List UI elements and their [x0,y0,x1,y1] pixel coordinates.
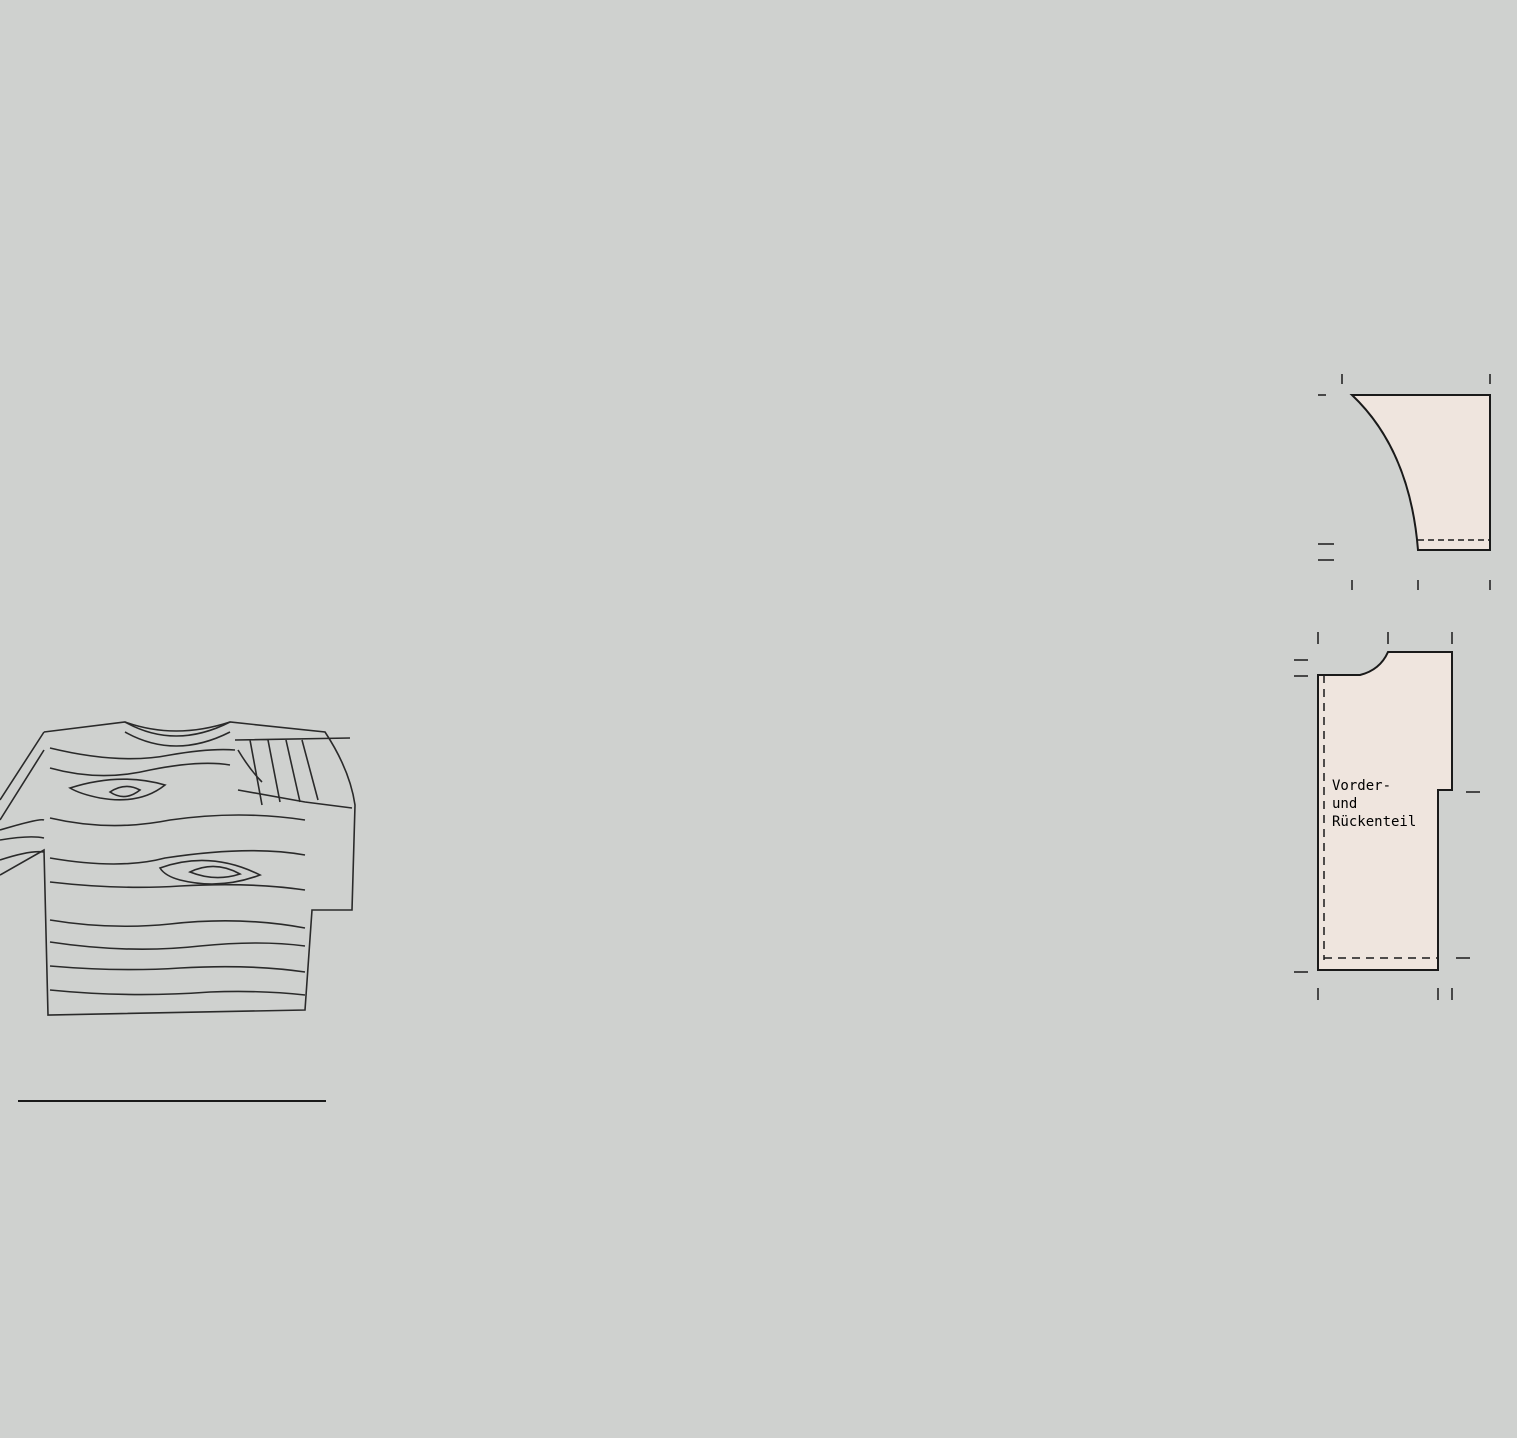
pattern-pieces [1280,360,1510,1020]
body-label-line2: und [1332,796,1358,812]
title-rule [18,1100,326,1102]
body-label-line1: Vorder- [1332,778,1392,794]
sleeve-piece [1318,374,1490,590]
body-label-line3: Rückenteil [1332,814,1417,830]
body-piece [1294,632,1480,1000]
sweater-illustration [0,710,360,1030]
